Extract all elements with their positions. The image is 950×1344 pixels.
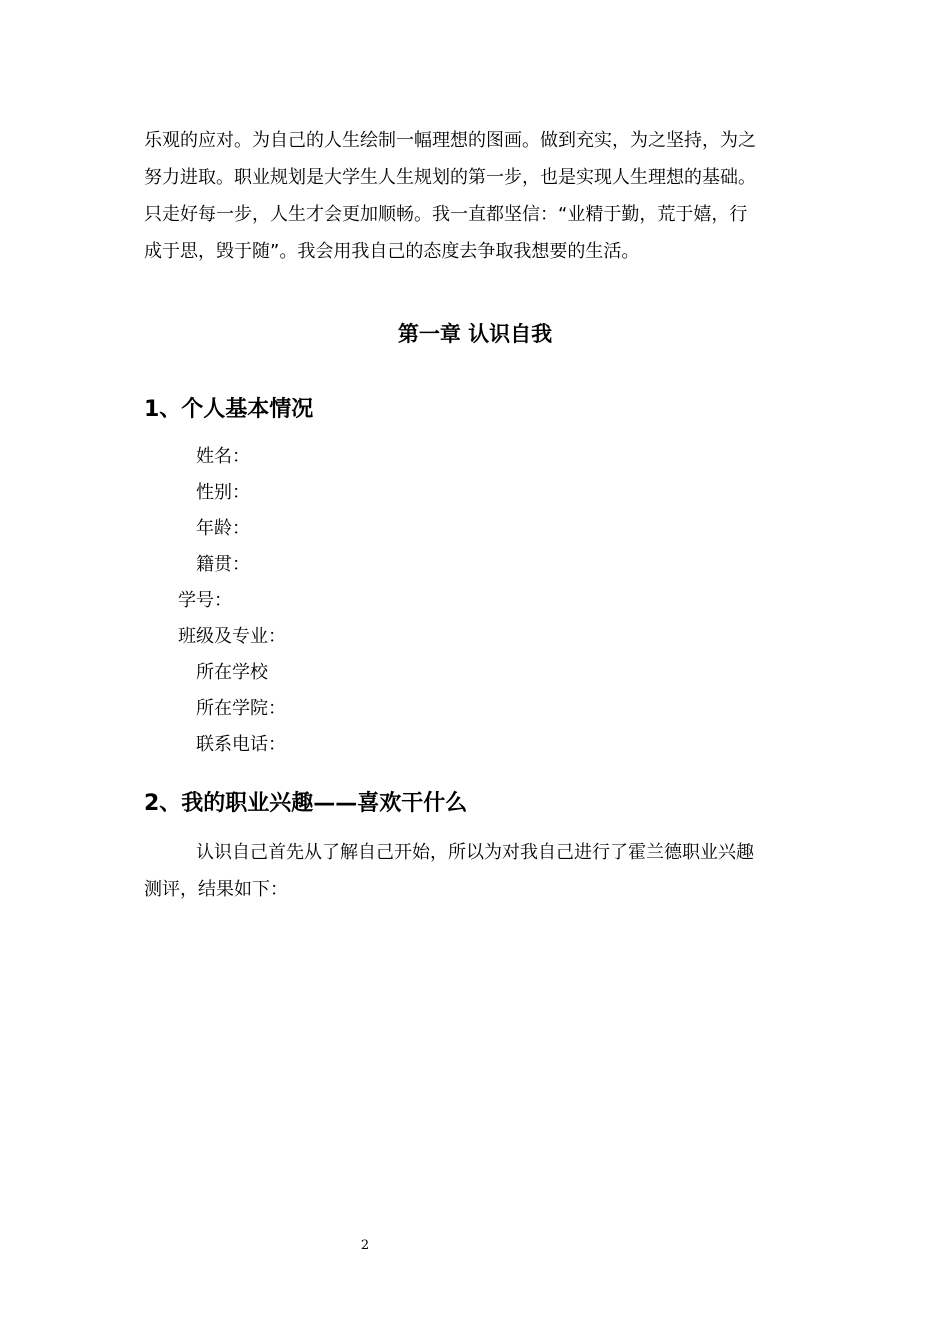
intro-line: 成于思，毁于随”。我会用我自己的态度去争取我想要的生活。 [144, 241, 640, 262]
field-phone-label: 联系电话： [196, 734, 286, 755]
field-gender-label: 性别： [196, 482, 250, 503]
intro-line: 乐观的应对。为自己的人生绘制一幅理想的图画。做到充实，为之坚持，为之 [144, 130, 756, 151]
intro-line: 努力进取。职业规划是大学生人生规划的第一步，也是实现人生理想的基础。 [144, 167, 756, 188]
paragraph-line: 测评，结果如下： [144, 879, 288, 900]
section-heading-basic-info: 1、个人基本情况 [144, 397, 314, 422]
interest-paragraph [144, 834, 814, 908]
intro-paragraph [144, 122, 814, 270]
field-age-label: 年龄： [196, 518, 250, 539]
field-class-major-label: 班级及专业： [178, 626, 286, 647]
field-student-id-label: 学号： [178, 590, 232, 611]
chapter-title: 第一章 认识自我 [397, 322, 553, 346]
intro-line: 只走好每一步，人生才会更加顺畅。我一直都坚信：“业精于勤，荒于嬉，行 [144, 204, 748, 225]
field-name-label: 姓名： [196, 446, 250, 467]
field-school-label: 所在学校 [196, 662, 268, 683]
section-heading-career-interest: 2、我的职业兴趣——喜欢干什么 [144, 791, 468, 816]
page-number: 2 [360, 1238, 370, 1253]
paragraph-line: 认识自己首先从了解自己开始，所以为对我自己进行了霍兰德职业兴趣 [196, 842, 754, 863]
field-hometown-label: 籍贯： [196, 554, 250, 575]
field-college-label: 所在学院： [196, 698, 286, 719]
